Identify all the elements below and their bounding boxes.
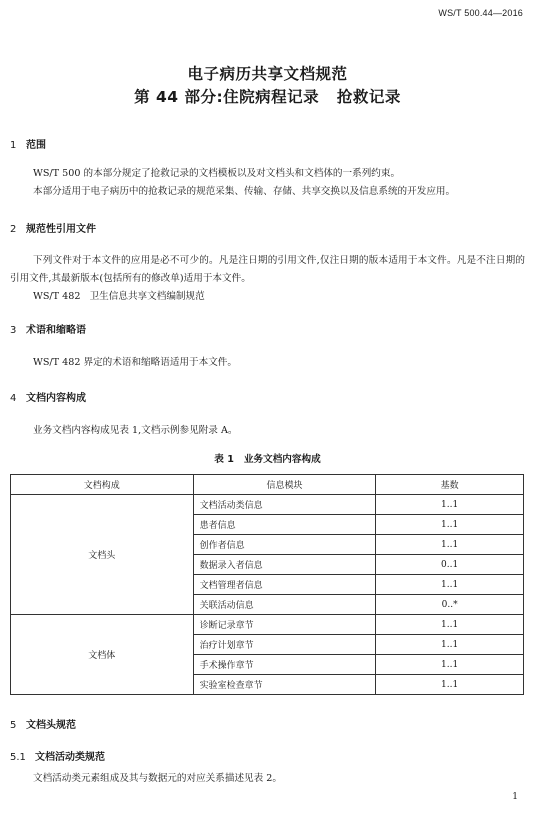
module-cell: 患者信息 <box>193 515 376 535</box>
section-1-paragraph-2: 本部分适用于电子病历中的抢救记录的规范采集、传输、存储、共享交换以及信息系统的开发应用。 <box>33 186 456 197</box>
cardinality-cell: 1..1 <box>376 495 524 515</box>
module-cell: 文档活动类信息 <box>193 495 376 515</box>
table-row <box>11 615 524 635</box>
group-cell-document-body: 文档体 <box>11 615 194 695</box>
section-1-paragraph-1: WS/T 500 的本部分规定了抢救记录的文档模板以及对文档头和文档体的一系列约束。 <box>33 168 401 179</box>
section-title: 规范性引用文件 <box>26 224 96 235</box>
group-cell-document-header: 文档头 <box>11 495 194 615</box>
section-5-heading <box>10 716 76 731</box>
section-3-heading <box>10 321 86 336</box>
module-cell: 实验室检查章节 <box>193 675 376 695</box>
module-cell: 诊断记录章节 <box>193 615 376 635</box>
section-number: 4 <box>10 393 17 404</box>
section-2-paragraph-1: 下列文件对于本文件的应用是必不可少的。凡是注日期的引用文件,仅注日期的版本适用于本文件。凡是不注日期的引用文件,其最新版本(包括所有的修改单)适用于本文件。 <box>10 255 525 284</box>
section-title: 术语和缩略语 <box>26 325 86 336</box>
section-title: 文档内容构成 <box>26 393 86 404</box>
section-2-heading <box>10 220 96 235</box>
module-cell: 关联活动信息 <box>193 595 376 615</box>
document-content-table <box>10 474 524 695</box>
cardinality-cell: 1..1 <box>376 675 524 695</box>
column-header: 信息模块 <box>193 475 376 495</box>
section-4-heading <box>10 389 86 404</box>
module-cell: 治疗计划章节 <box>193 635 376 655</box>
table-1-caption: 表 1 业务文档内容构成 <box>214 454 321 465</box>
module-cell: 文档管理者信息 <box>193 575 376 595</box>
section-number: 1 <box>10 140 17 151</box>
cardinality-cell: 1..1 <box>376 535 524 555</box>
module-cell: 手术操作章节 <box>193 655 376 675</box>
cardinality-cell: 1..1 <box>376 515 524 535</box>
normative-reference: WS/T 482 卫生信息共享文档编制规范 <box>33 291 205 302</box>
document-title <box>0 63 535 109</box>
cardinality-cell: 0..1 <box>376 555 524 575</box>
section-number: 2 <box>10 224 17 235</box>
table-header-row <box>11 475 524 495</box>
cardinality-cell: 1..1 <box>376 655 524 675</box>
section-number: 5.1 <box>10 752 26 763</box>
section-1-heading <box>10 136 46 151</box>
section-5-1-paragraph-1: 文档活动类元素组成及其与数据元的对应关系描述见表 2。 <box>33 773 282 784</box>
section-title: 文档头规范 <box>26 720 76 731</box>
section-title: 文档活动类规范 <box>35 752 105 763</box>
column-header: 基数 <box>376 475 524 495</box>
cardinality-cell: 1..1 <box>376 575 524 595</box>
section-title: 范围 <box>26 140 46 151</box>
title-line-2: 第 44 部分:住院病程记录 抢救记录 <box>134 88 401 106</box>
section-3-paragraph-1: WS/T 482 界定的术语和缩略语适用于本文件。 <box>33 357 237 368</box>
section-number: 3 <box>10 325 17 336</box>
title-line-1: 电子病历共享文档规范 <box>187 65 348 83</box>
module-cell: 数据录入者信息 <box>193 555 376 575</box>
table-row <box>11 495 524 515</box>
page-number: 1 <box>512 792 518 802</box>
cardinality-cell: 1..1 <box>376 635 524 655</box>
cardinality-cell: 0..* <box>376 595 524 615</box>
standard-code: WS/T 500.44—2016 <box>438 8 523 18</box>
cardinality-cell: 1..1 <box>376 615 524 635</box>
section-4-paragraph-1: 业务文档内容构成见表 1,文档示例参见附录 A。 <box>33 425 238 436</box>
section-5-1-heading <box>10 748 105 763</box>
column-header: 文档构成 <box>11 475 194 495</box>
module-cell: 创作者信息 <box>193 535 376 555</box>
section-number: 5 <box>10 720 17 731</box>
